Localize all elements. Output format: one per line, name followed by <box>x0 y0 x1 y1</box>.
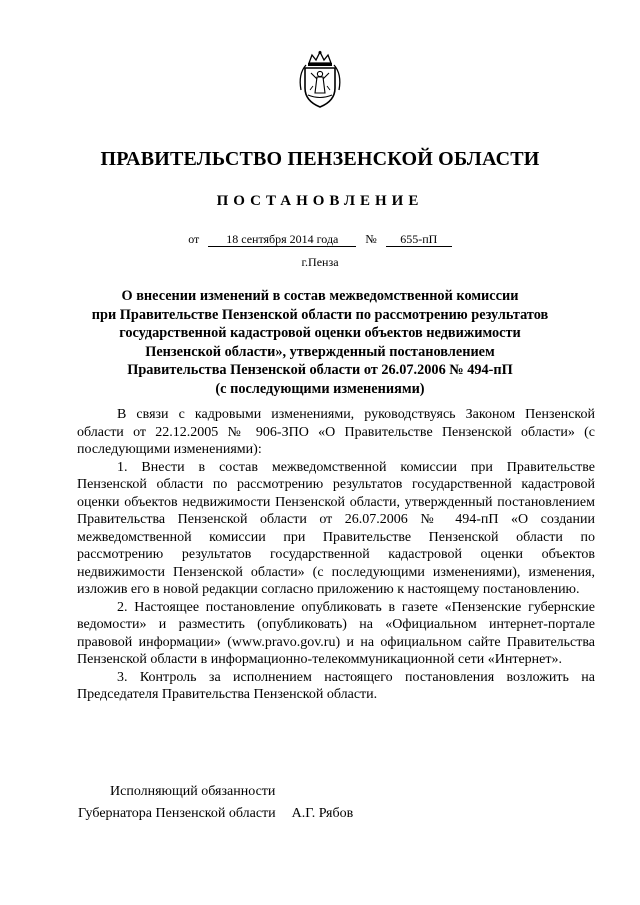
number-sign: № <box>365 232 377 246</box>
document-type: ПОСТАНОВЛЕНИЕ <box>216 193 424 209</box>
signatory-name: А.Г. Рябов <box>291 806 354 821</box>
clause-1-paragraph: 1. Внести в состав межведомственной комиссии при Правительстве Пензенской области по рассмотрению результатов государственной кадастровой оценки объектов недвижимости Пензенской области, утвержденный постановлением Правительства Пензенской области от 26.07.2006 № 494-пП «О создании межведомственной комиссии при Правительстве Пензенской области по рассмотрению результатов государственной кадастровой оценки объектов недвижимости Пензенской области» (с последующими изменениями), изменения, изложив его в новой редакции согласно приложению к настоящему постановлению. <box>77 459 595 597</box>
document-city: г.Пенза <box>301 255 339 269</box>
preamble-paragraph: В связи с кадровыми изменениями, руководствуясь Законом Пензенской области от 22.12.2005 № 906-ЗПО «О Правительстве Пензенской области» (с последующими изменениями): <box>77 407 595 457</box>
document-number: 655-пП <box>386 233 452 247</box>
document-date: 18 сентября 2014 года <box>208 233 356 247</box>
subject-line: государственной кадастровой оценки объектов недвижимости <box>119 325 521 341</box>
document-body <box>77 406 595 704</box>
subject-line: Правительства Пензенской области от 26.07.2006 № 494-пП <box>127 362 513 378</box>
subject-line: (с последующими изменениями) <box>215 380 425 397</box>
signatory-position-line1: Исполняющий обязанности <box>110 784 276 799</box>
clause-2-paragraph: 2. Настоящее постановление опубликовать в газете «Пензенские губернские ведомости» и разместить (опубликовать) на «Официальном интернет-портале правовой информации» (www.pravo.gov.ru) и на официальном сайте Правительства Пензенской области в информационно-телекоммуникационной сети «Интернет». <box>77 599 595 667</box>
clause-3-paragraph: 3. Контроль за исполнением настоящего постановления возложить на Председателя Правительства Пензенской области. <box>77 669 595 702</box>
signature-block <box>78 781 353 825</box>
subject-line: О внесении изменений в состав межведомственной комиссии <box>121 288 519 304</box>
subject-line: при Правительстве Пензенской области по рассмотрению результатов <box>91 306 549 323</box>
date-number-line <box>0 232 640 247</box>
document-subject <box>70 287 570 398</box>
government-title: ПРАВИТЕЛЬСТВО ПЕНЗЕНСКОЙ ОБЛАСТИ <box>100 148 540 170</box>
signatory-position-line2 <box>78 803 353 825</box>
subject-line: Пензенской области», утвержденный постановлением <box>145 343 495 360</box>
penza-oblast-coat-of-arms-icon <box>296 50 344 110</box>
signatory-position: Губернатора Пензенской области <box>78 806 276 821</box>
date-prefix: от <box>188 232 200 246</box>
